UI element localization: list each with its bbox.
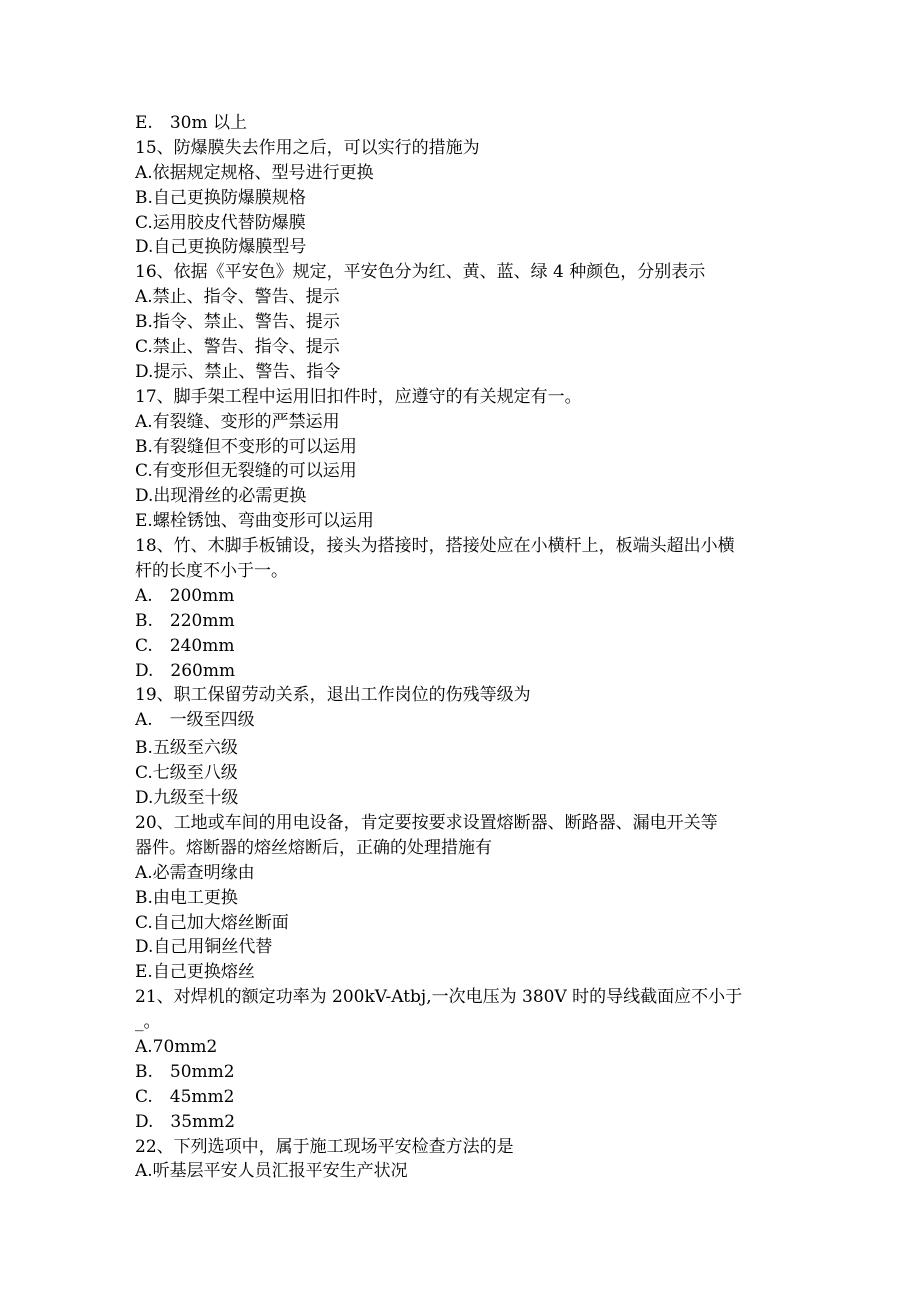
option-line: B.有裂缝但不变形的可以运用 <box>135 436 357 457</box>
option-line: D.出现滑丝的必需更换 <box>135 486 307 507</box>
question-line: 19、职工保留劳动关系，退出工作岗位的伤残等级为 <box>135 685 531 706</box>
option-line: B.五级至六级 <box>135 738 238 759</box>
option-line: A.禁止、指令、警告、提示 <box>135 287 340 308</box>
option-line: D.自己用铜丝代替 <box>135 937 273 958</box>
document-body <box>135 111 785 1184</box>
option-line: B.由电工更换 <box>135 887 238 908</box>
option-line: B. 220mm <box>135 610 235 631</box>
option-line: C.运用胶皮代替防爆膜 <box>135 212 306 233</box>
option-line: A.必需查明缘由 <box>135 862 255 883</box>
question-line: 22、下列选项中，属于施工现场平安检查方法的是 <box>135 1136 514 1157</box>
option-line: D. 35mm2 <box>135 1111 236 1132</box>
question-line: 21、对焊机的额定功率为 200kV-Atbj,一次电压为 380V 时的导线截面应不小于 <box>135 987 743 1008</box>
question-line-continued: 杆的长度不小于一。 <box>135 561 288 582</box>
option-line: C.有变形但无裂缝的可以运用 <box>135 461 357 482</box>
option-line: A.依据规定规格、型号进行更换 <box>135 162 374 183</box>
option-line: B.指令、禁止、警告、提示 <box>135 312 340 333</box>
option-line: A. 200mm <box>135 585 235 606</box>
question-line: 20、工地或车间的用电设备，肯定要按要求设置熔断器、断路器、漏电开关等 <box>135 812 718 833</box>
option-line: B.自己更换防爆膜规格 <box>135 187 306 208</box>
option-line: C. 45mm2 <box>135 1086 235 1107</box>
option-line: E. 30m 以上 <box>135 113 247 133</box>
option-line: D.自己更换防爆膜型号 <box>135 237 307 258</box>
question-line: 17、脚手架工程中运用旧扣件时，应遵守的有关规定有一。 <box>135 386 582 407</box>
question-line: 18、竹、木脚手板铺设，接头为搭接时，搭接处应在小横杆上，板端头超出小横 <box>135 536 735 557</box>
option-line: E.螺栓锈蚀、弯曲变形可以运用 <box>135 511 374 532</box>
question-line: 15、防爆膜失去作用之后，可以实行的措施为 <box>135 137 480 158</box>
question-line-continued: _。 <box>135 1012 161 1033</box>
option-line: D. 260mm <box>135 660 236 681</box>
option-line: E.自己更换熔丝 <box>135 962 255 983</box>
option-line: A.听基层平安人员汇报平安生产状况 <box>135 1161 408 1182</box>
option-line: C.自己加大熔丝断面 <box>135 912 289 933</box>
option-line: D.提示、禁止、警告、指令 <box>135 361 341 382</box>
option-line: C.禁止、警告、指令、提示 <box>135 337 340 358</box>
question-line: 16、依据《平安色》规定，平安色分为红、黄、蓝、绿 4 种颜色，分别表示 <box>135 262 706 283</box>
option-line: A. 一级至四级 <box>135 710 255 731</box>
option-line: C. 240mm <box>135 635 235 656</box>
option-line: A.70mm2 <box>135 1036 218 1057</box>
question-line-continued: 器件。熔断器的熔丝熔断后，正确的处理措施有 <box>135 837 492 858</box>
option-line: C.七级至八级 <box>135 763 238 784</box>
option-line: B. 50mm2 <box>135 1061 235 1082</box>
option-line: A.有裂缝、变形的严禁运用 <box>135 411 340 432</box>
option-line: D.九级至十级 <box>135 788 239 809</box>
